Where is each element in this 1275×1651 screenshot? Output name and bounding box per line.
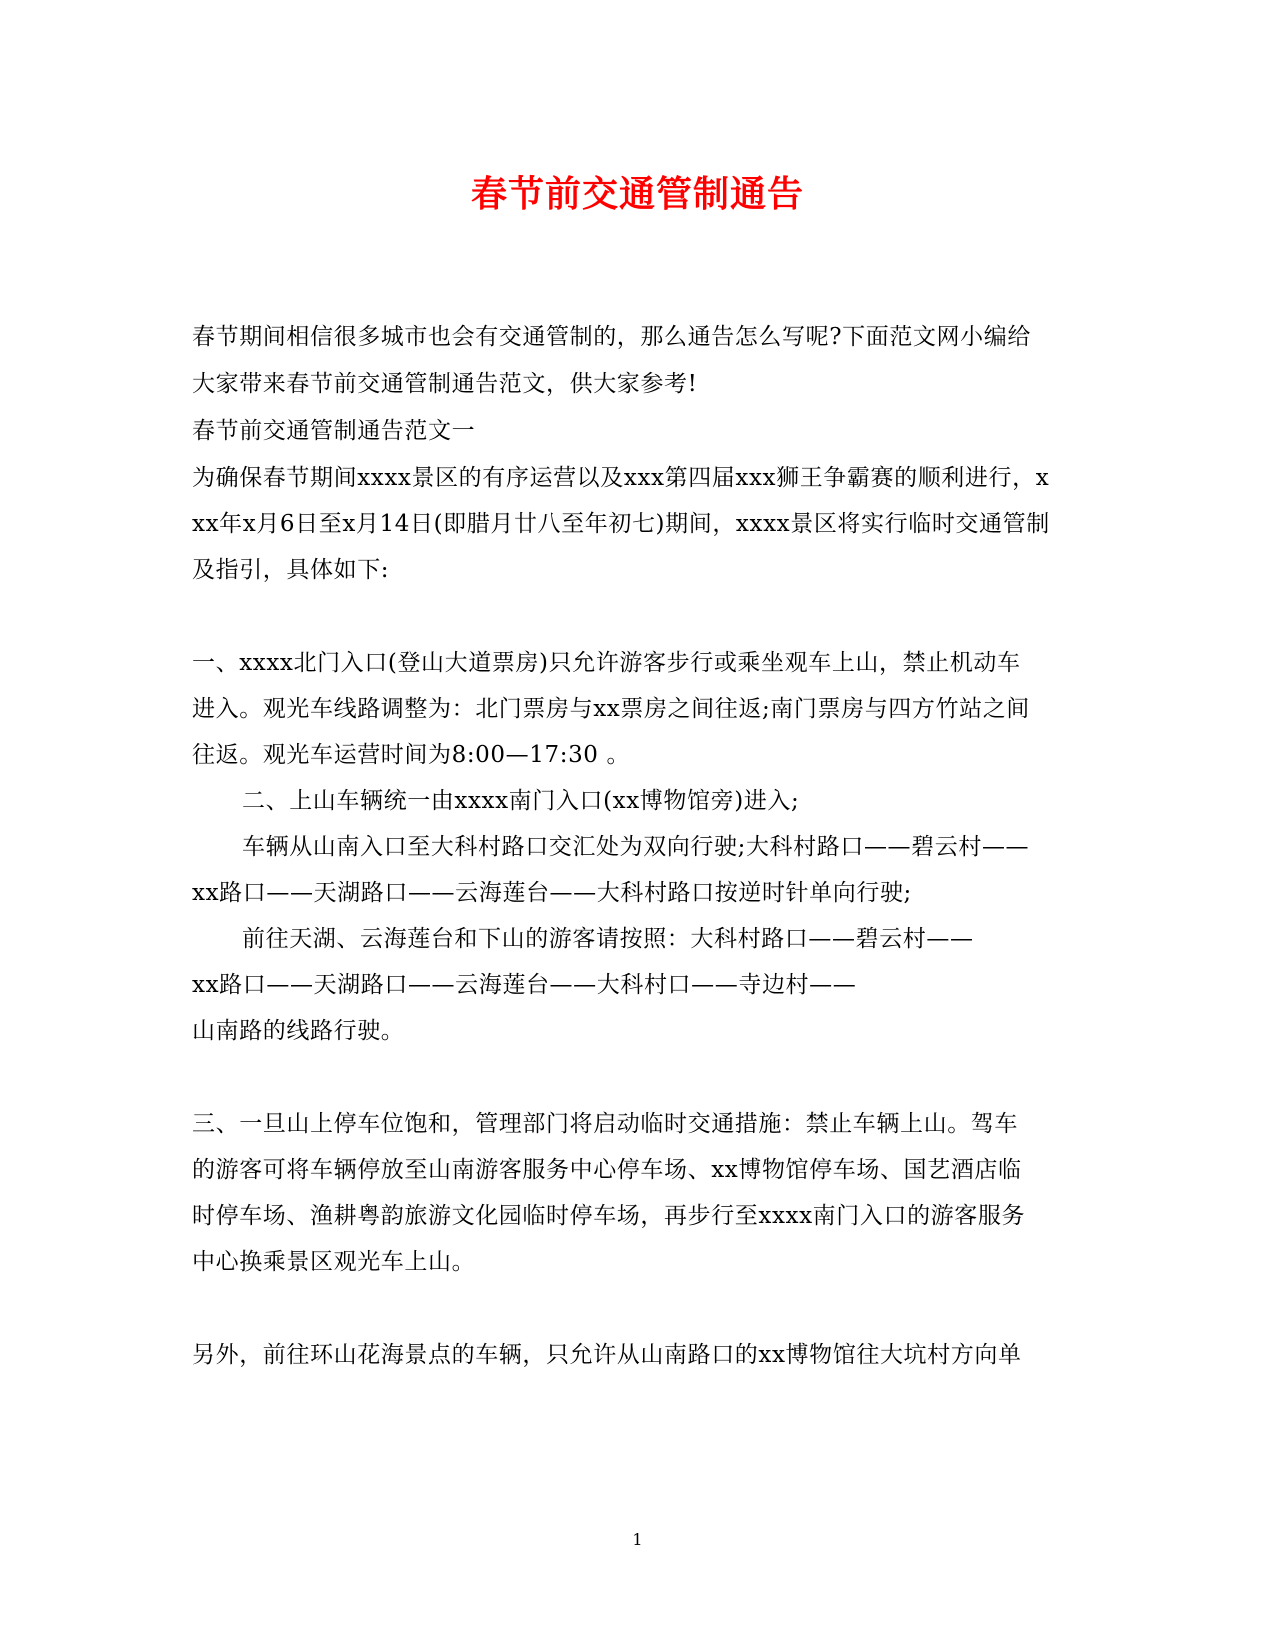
paragraph-line: 往返。观光车运营时间为8:00—17:30 。 [192,742,631,768]
paragraph-line: 时停车场、渔耕粤韵旅游文化园临时停车场，再步行至xxxx南门入口的游客服务 [192,1203,1026,1229]
paragraph-line: 三、一旦山上停车位饱和，管理部门将启动临时交通措施：禁止车辆上山。驾车 [192,1111,1018,1137]
paragraph-line: 进入。观光车线路调整为：北门票房与xx票房之间往返;南门票房与四方竹站之间 [192,696,1030,722]
paragraph-line: 及指引，具体如下: [192,557,390,583]
document-title: 春节前交通管制通告 [470,173,804,215]
paragraph-line: 中心换乘景区观光车上山。 [192,1249,476,1275]
paragraph-line: 大家带来春节前交通管制通告范文，供大家参考! [192,371,698,397]
paragraph-line: 二、上山车辆统一由xxxx南门入口(xx博物馆旁)进入; [242,788,800,814]
paragraph-line: 另外，前往环山花海景点的车辆，只允许从山南路口的xx博物馆往大坑村方向单 [192,1342,1022,1368]
page-number: 1 [632,1530,643,1549]
paragraph-line: 前往天湖、云海莲台和下山的游客请按照：大科村路口——碧云村—— [242,926,974,952]
paragraph-line: 山南路的线路行驶。 [192,1018,405,1044]
paragraph-line: xx年x月6日至x月14日(即腊月廿八至年初七)期间，xxxx景区将实行临时交通管制 [192,511,1050,537]
paragraph-line: xx路口——天湖路口——云海莲台——大科村口——寺边村—— [192,972,857,998]
paragraph-line: 为确保春节期间xxxx景区的有序运营以及xxx第四届xxx狮王争霸赛的顺利进行，x [192,465,1050,491]
paragraph-line: 春节期间相信很多城市也会有交通管制的，那么通告怎么写呢?下面范文网小编给 [192,324,1031,350]
paragraph-line: xx路口——天湖路口——云海莲台——大科村路口按逆时针单向行驶; [192,880,912,906]
paragraph-line: 车辆从山南入口至大科村路口交汇处为双向行驶;大科村路口——碧云村—— [242,834,1030,860]
paragraph-line: 的游客可将车辆停放至山南游客服务中心停车场、xx博物馆停车场、国艺酒店临 [192,1157,1022,1183]
paragraph-line: 一、xxxx北门入口(登山大道票房)只允许游客步行或乘坐观车上山，禁止机动车 [192,650,1021,676]
section-heading: 春节前交通管制通告范文一 [192,418,476,444]
